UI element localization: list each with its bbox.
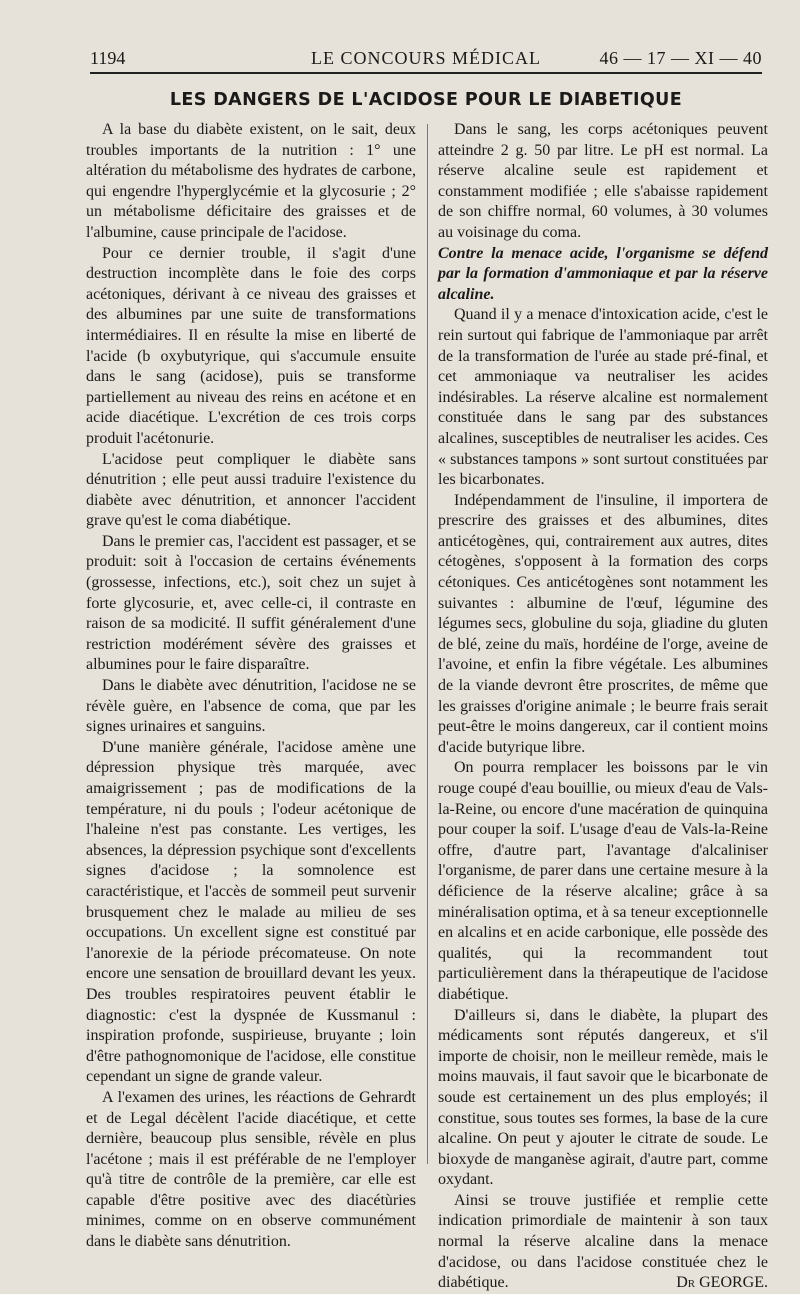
closing-text: Ainsi se trouve justifiée et remplie cette indication primordiale de maintenir à son taux normal la réserve alcaline dans la menace d'acidose, ou dans l'acidose constituée chez le diabétique.: [438, 1191, 768, 1292]
column-divider: [427, 124, 428, 1164]
issue-date: 46 — 17 — XI — 40: [599, 48, 762, 68]
paragraph: A l'examen des urines, les réactions de Gehrardt et de Legal décèlent l'acide diacétique, et cette dernière, beaucoup plus sensible, révèle en plus l'acétone ; mais il est préférable de ne l'employer qu'à titre de contrôle de la première, car elle est capable d'être positive avec des diacétùries minimes, comme on en observe communément dans le diabète sans dénutrition.: [86, 1088, 416, 1251]
paragraph: D'une manière générale, l'acidose amène une dépression physique très marquée, avec amaigrissement ; pas de modifications de la température, ni du pouls ; l'odeur acétonique de l'haleine n'est pas constante. Les vertiges, les absences, la dépression psychique sont d'excellents signes d'acidose ; la somnolence est caractéristique, et l'accès de sommeil peut survenir brusquement chez le malade au milieu de ses occupations. Un excellent signe est constitué par l'anorexie de la période précomateuse. On note encore une sensation de brouillard devant les yeux. Des troubles respiratoires peuvent établir le diagnostic: c'est la dyspnée de Kussmanul : inspiration profonde, suspirieuse, bruyante ; loin d'être pathognomonique de l'acidose, elle constitue cependant un signe de grande valeur.: [86, 738, 416, 1086]
paragraph: D'ailleurs si, dans le diabète, la plupart des médicaments sont réputés dangereux, et s'il importe de choisir, non le meilleur remède, mais le moins mauvais, il faut savoir que le bicarbonate de soude est certainement un des plus employés; il constitue, sous toutes ses formes, la base de la cure alcaline. On peut y ajouter le citrate de soude. Le bioxyde de manganèse agirait, d'autre part, comme oxydant.: [438, 1006, 768, 1189]
running-header: [90, 46, 762, 74]
paragraph: Pour ce dernier trouble, il s'agit d'une destruction incomplète dans le foie des corps acétoniques, dérivant à ce niveau des graisses et des albumines par une suite de transformations intermédiaires. Il en résulte la mise en liberté de l'acide (b oxybutyrique, qui s'accumule ensuite dans le sang (acidose), puis se transforme partiellement au niveau des reins en acétone et en acide diacétique. L'excrétion de ces trois corps produit l'acétonurie.: [86, 244, 416, 447]
paragraph: On pourra remplacer les boissons par le vin rouge coupé d'eau bouillie, ou mieux d'eau de Vals-la-Reine, ou encore d'une macération de quinquina pour couper la soif. L'usage d'eau de Vals-la-Reine offre, d'autre part, l'avantage d'alcaliniser l'organisme, de parer dans une certaine mesure à la déficience de la réserve alcaline; grâce à sa minéralisation optima, et à sa teneur exceptionnelle en alcalins et en acide carbonique, elle possède des qualités, qui la recommandent tout particulièrement dans la thérapeutique de l'acidose diabétique.: [438, 759, 768, 1003]
paragraph: [438, 1191, 768, 1294]
paragraph: Quand il y a menace d'intoxication acide, c'est le rein surtout qui fabrique de l'ammoniaque par arrêt de la transformation de l'urée au stade pré-final, et cet ammoniaque va neutraliser les acides indésirables. La réserve alcaline est normalement constituée dans le sang par des substances alcalines, susceptibles de neutraliser les acides. Ces « substances tampons » sont surtout constituées par les bicarbonates.: [438, 306, 768, 489]
page-number: 1194: [90, 48, 126, 68]
right-column: [438, 120, 768, 1294]
paragraph: L'acidose peut compliquer le diabète sans dénutrition ; elle peut aussi traduire l'existence du diabète avec dénutrition, et annoncer l'accident grave qu'est le coma diabétique.: [86, 450, 416, 530]
paragraph: Dans le premier cas, l'accident est passager, et se produit: soit à l'occasion de certains événements (grossesse, infections, etc.), soit chez un sujet à forte glycosurie, et, avec celle-ci, il contraste en raison de sa modicité. Il suffit généralement d'une restriction modérément sévère des graisses et albumines pour le faire disparaître.: [86, 532, 416, 674]
paragraph: Dans le diabète avec dénutrition, l'acidose ne se révèle guère, en l'absence de coma, que par les signes urinaires et sanguins.: [86, 677, 416, 736]
article-title: LES DANGERS DE L'ACIDOSE POUR LE DIABETIQUE: [169, 90, 683, 110]
paragraph: A la base du diabète existent, on le sait, deux troubles importants de la nutrition : 1° une altération du métabolisme des hydrates de carbone, qui engendre l'hyperglycémie et la glycosurie ; 2° un métabolisme déficitaire des graisses et de l'albumine, cause principale de l'acidose.: [86, 121, 416, 241]
journal-title: LE CONCOURS MÉDICAL: [310, 48, 541, 68]
italic-paragraph: Contre la menace acide, l'organisme se défend par la formation d'ammoniaque et par la réserve alcaline.: [438, 244, 768, 303]
paragraph: Indépendamment de l'insuline, il importera de prescrire des graisses et des albumines, dites anticétogènes, qui, contrairement aux autres, dites cétogènes, s'opposent à la formation des corps cétoniques. Ces anticétogènes sont notamment les suivantes : albumine de l'œuf, légumine des légumes secs, globuline du soja, gliadine du gluten de blé, zeine du maïs, hordéine de l'orge, aveine de l'avoine, et enfin la fibre végétale. Les albumines de la viande devront être proscrites, de même que les graisses d'origine animale ; le beurre frais serait peut-être le moins dangereux, car il contient moins d'acide butyrique libre.: [438, 491, 768, 756]
left-column: [86, 120, 416, 1253]
paragraph: Dans le sang, les corps acétoniques peuvent atteindre 2 g. 50 par litre. Le pH est normal. La réserve alcaline seule est rapidement et constamment modifiée ; elle s'abaisse rapidement de son chiffre normal, 60 volumes, à 30 volumes au voisinage du coma.: [438, 121, 768, 241]
author-signature: Dr GEORGE.: [676, 1274, 768, 1292]
